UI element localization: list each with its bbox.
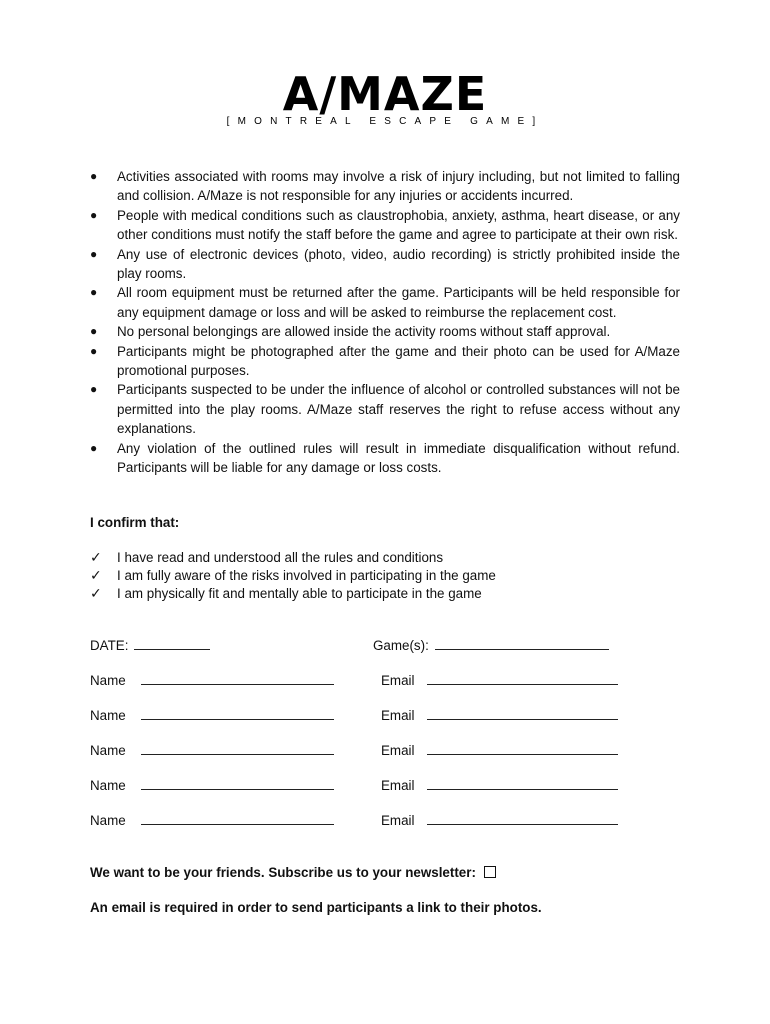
confirm-text: I have read and understood all the rules and conditions <box>117 550 444 565</box>
games-line[interactable] <box>435 637 609 650</box>
name-line[interactable] <box>141 777 334 790</box>
bullet-icon: ● <box>90 343 98 358</box>
bullet-icon: ● <box>90 324 98 339</box>
email-field-5[interactable] <box>381 812 618 830</box>
games-label: Game(s): <box>373 638 429 653</box>
confirm-text: I am fully aware of the risks involved in participating in the game <box>117 568 496 583</box>
confirm-text: I am physically fit and mentally able to participate in the game <box>117 586 482 601</box>
rule-item <box>90 439 680 478</box>
email-field-3[interactable] <box>381 742 618 760</box>
rule-item <box>90 342 680 381</box>
rule-item <box>90 380 680 438</box>
bullet-icon: ● <box>90 440 98 455</box>
newsletter-text: We want to be your friends. Subscribe us to your newsletter: <box>90 865 476 880</box>
rule-item <box>90 167 680 206</box>
confirm-list <box>90 549 496 603</box>
rule-item <box>90 206 680 245</box>
rule-text: All room equipment must be returned after the game. Participants will be held responsible for any equipment damage or loss and will be asked to reimburse the replacement cost. <box>117 285 680 320</box>
name-label: Name <box>90 673 126 688</box>
rule-text: No personal belongings are allowed inside the activity rooms without staff approval. <box>117 324 611 340</box>
name-field-4[interactable] <box>90 777 334 795</box>
bullet-icon: ● <box>90 207 98 222</box>
email-label: Email <box>381 673 415 688</box>
bullet-icon: ● <box>90 169 98 183</box>
confirm-item <box>90 585 496 603</box>
rule-text: Activities associated with rooms may involve a risk of injury including, but not limited to falling and collision. A/Maze is not responsible for any injuries or accidents incurred. <box>117 169 680 204</box>
newsletter-checkbox[interactable] <box>484 866 496 878</box>
name-line[interactable] <box>141 742 334 755</box>
confirm-item <box>90 549 496 567</box>
bullet-icon: ● <box>90 285 98 300</box>
logo <box>0 67 770 128</box>
email-label: Email <box>381 708 415 723</box>
email-line[interactable] <box>427 742 618 755</box>
rule-item <box>90 245 680 284</box>
date-field[interactable] <box>90 637 210 655</box>
name-field-5[interactable] <box>90 812 334 830</box>
name-line[interactable] <box>141 812 334 825</box>
email-label: Email <box>381 778 415 793</box>
rules-list <box>90 167 680 478</box>
checkmark-icon: ✓ <box>90 586 102 602</box>
games-field[interactable] <box>373 637 609 655</box>
checkmark-icon: ✓ <box>90 568 102 584</box>
email-line[interactable] <box>427 777 618 790</box>
bullet-icon: ● <box>90 382 98 397</box>
email-note: An email is required in order to send participants a link to their photos. <box>90 900 542 915</box>
name-field-1[interactable] <box>90 672 334 690</box>
email-line[interactable] <box>427 812 618 825</box>
name-label: Name <box>90 743 126 758</box>
newsletter-row <box>90 864 496 882</box>
email-field-4[interactable] <box>381 777 618 795</box>
name-label: Name <box>90 813 126 828</box>
email-line[interactable] <box>427 707 618 720</box>
rule-text: People with medical conditions such as claustrophobia, anxiety, asthma, heart disease, or any other conditions must notify the staff before the game and agree to participate at their own risk. <box>117 207 680 243</box>
email-field-2[interactable] <box>381 707 618 725</box>
checkmark-icon: ✓ <box>90 550 102 566</box>
email-field-1[interactable] <box>381 672 618 690</box>
confirm-item <box>90 567 496 585</box>
rule-item <box>90 322 680 341</box>
date-line[interactable] <box>134 637 210 650</box>
rule-text: Any use of electronic devices (photo, video, audio recording) is strictly prohibited inside the play rooms. <box>117 246 680 282</box>
name-line[interactable] <box>141 672 334 685</box>
logo-title: A/MAZE <box>282 67 488 121</box>
logo-subtitle: [MONTREAL ESCAPE GAME] <box>226 116 544 127</box>
bullet-icon: ● <box>90 246 98 261</box>
name-field-2[interactable] <box>90 707 334 725</box>
name-label: Name <box>90 708 126 723</box>
date-label: DATE: <box>90 638 129 653</box>
rule-item <box>90 283 680 322</box>
name-line[interactable] <box>141 707 334 720</box>
email-label: Email <box>381 743 415 758</box>
name-field-3[interactable] <box>90 742 334 760</box>
rule-text: Any violation of the outlined rules will result in immediate disqualification without refund. Participants will be liable for any damage or loss costs. <box>117 440 680 476</box>
name-label: Name <box>90 778 126 793</box>
email-label: Email <box>381 813 415 828</box>
rule-text: Participants suspected to be under the influence of alcohol or controlled substances will not be permitted into the play rooms. A/Maze staff reserves the right to refuse access without any explanations. <box>117 382 680 437</box>
confirm-heading: I confirm that: <box>90 515 180 530</box>
email-line[interactable] <box>427 672 618 685</box>
rule-text: Participants might be photographed after the game and their photo can be used for A/Maze promotional purposes. <box>117 343 680 379</box>
